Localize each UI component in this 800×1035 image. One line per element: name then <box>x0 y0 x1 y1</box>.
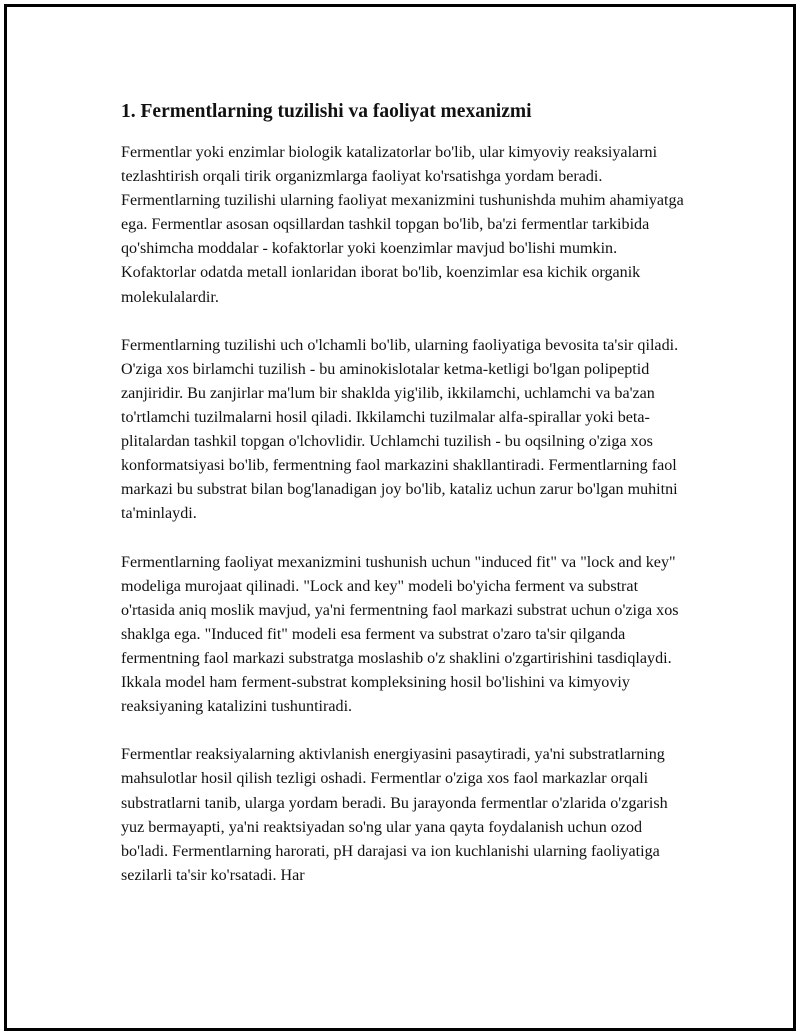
paragraph-1: Fermentlar yoki enzimlar biologik katalizatorlar bo'lib, ular kimyoviy reaksiyalarni tezlashtirish orqali tirik organizmlarga faoliyat ko'rsatishga yordam beradi. Fermentlarning tuzilishi ularning faoliyat mexanizmini tushunishda muhim ahamiyatga ega. Fermentlar asosan oqsillardan tashkil topgan bo'lib, ba'zi fermentlar tarkibida qo'shimcha moddalar - kofaktorlar yoki koenzimlar mavjud bo'lishi mumkin. Kofaktorlar odatda metall ionlaridan iborat bo'lib, koenzimlar esa kichik organik molekulalardir. <box>121 144 684 306</box>
paragraph-2: Fermentlarning tuzilishi uch o'lchamli bo'lib, ularning faoliyatiga bevosita ta'sir qiladi. O'ziga xos birlamchi tuzilish - bu aminokislotalar ketma-ketligi bo'lgan polipeptid zanjiridir. Bu zanjirlar ma'lum bir shaklda yig'ilib, ikkilamchi, uchlamchi va ba'zan to'rtlamchi tuzilmalarni hosil qiladi. Ikkilamchi tuzilmalar alfa-spirallar yoki beta-plitalardan tashkil topgan o'lchovlidir. Uchlamchi tuzilish - bu oqsilning o'ziga xos konformatsiyasi bo'lib, fermentning faol markazini shakllantiradi. Fermentlarning faol markazi bu substrat bilan bog'lanadigan joy bo'lib, kataliz uchun zarur bo'lgan muhitni ta'minlaydi. <box>121 336 679 523</box>
section-heading: 1. Fermentlarning tuzilishi va faoliyat mexanizmi <box>121 101 532 122</box>
page-frame <box>4 4 796 1031</box>
paragraph-4: Fermentlar reaksiyalarning aktivlanish energiyasini pasaytiradi, ya'ni substratlarning mahsulotlar hosil qilish tezligi oshadi. Fermentlar o'ziga xos faol markazlar orqali substratlarni tanib, ularga yordam beradi. Bu jarayonda fermentlar o'zlarida o'zgarish yuz bermayapti, ya'ni reaktsiyadan so'ng ular yana qayta foydalanish uchun ozod bo'ladi. Fermentlarning harorati, pH darajasi va ion kuchlanishi ularning faoliyatiga sezilarli ta'sir ko'rsatadi. Har <box>121 746 668 884</box>
paragraph-3: Fermentlarning faoliyat mexanizmini tushunish uchun "induced fit" va "lock and key" modeliga murojaat qilinadi. "Lock and key" modeli bo'yicha ferment va substrat o'rtasida aniq moslik mavjud, ya'ni fermentning faol markazi substrat uchun o'ziga xos shaklga ega. "Induced fit" modeli esa ferment va substrat o'zaro ta'sir qilganda fermentning faol markazi substratga moslashib o'z shaklini o'zgartirishini tasdiqlaydi. Ikkala model ham ferment-substrat kompleksining hosil bo'lishini va kimyoviy reaksiyaning katalizini tushuntiradi. <box>121 553 679 716</box>
document-body <box>121 99 689 912</box>
